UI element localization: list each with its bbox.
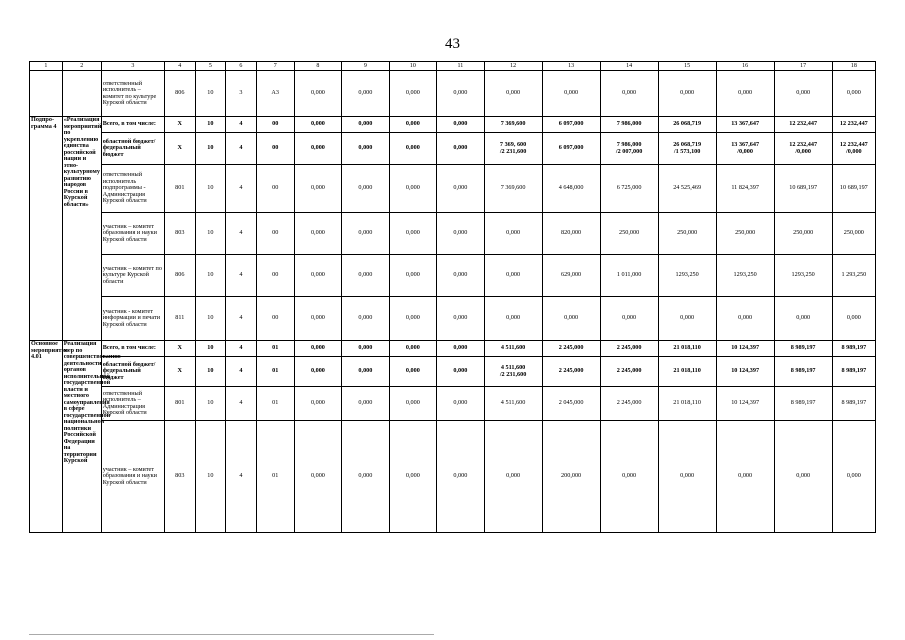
value-cell: 0,000 bbox=[716, 297, 774, 341]
value-cell: 0,000 bbox=[294, 255, 341, 297]
program-cell-empty bbox=[30, 71, 63, 117]
value-cell: 1293,250 bbox=[658, 255, 716, 297]
value-cell: 4 bbox=[226, 117, 257, 133]
value-cell: 4 511,600 bbox=[484, 341, 542, 357]
header-cell: 14 bbox=[600, 62, 658, 71]
value-cell: 12 232,447 bbox=[832, 117, 875, 133]
table-row bbox=[30, 71, 876, 117]
value-cell: 8 989,197 bbox=[774, 357, 832, 387]
value-cell: Х bbox=[164, 341, 195, 357]
executor-cell: областной бюджет/ федеральный бюджет bbox=[101, 357, 164, 387]
value-cell: 4 511,600 /2 231,600 bbox=[484, 357, 542, 387]
value-cell: 811 bbox=[164, 297, 195, 341]
value-cell: 200,000 bbox=[542, 421, 600, 533]
value-cell: 0,000 bbox=[484, 255, 542, 297]
header-cell: 6 bbox=[226, 62, 257, 71]
value-cell: 0,000 bbox=[542, 71, 600, 117]
value-cell: 0,000 bbox=[600, 71, 658, 117]
value-cell: 0,000 bbox=[389, 387, 436, 421]
value-cell: 10 bbox=[195, 213, 226, 255]
value-cell: 0,000 bbox=[294, 357, 341, 387]
value-cell: 10 bbox=[195, 297, 226, 341]
table-row bbox=[30, 255, 876, 297]
value-cell: 0,000 bbox=[774, 297, 832, 341]
value-cell: 0,000 bbox=[600, 297, 658, 341]
header-cell: 11 bbox=[437, 62, 484, 71]
program-cell: Основное мероприятие 4.01 bbox=[30, 341, 63, 533]
value-cell: 00 bbox=[256, 165, 294, 213]
value-cell: 0,000 bbox=[832, 71, 875, 117]
value-cell: 0,000 bbox=[342, 71, 389, 117]
value-cell: 8 989,197 bbox=[832, 357, 875, 387]
value-cell: 10 bbox=[195, 341, 226, 357]
value-cell: 0,000 bbox=[389, 341, 436, 357]
value-cell: 0,000 bbox=[658, 297, 716, 341]
executor-cell: Всего, в том числе: bbox=[101, 341, 164, 357]
value-cell: 4 bbox=[226, 255, 257, 297]
executor-cell: участник – комитет по культуре Курской области bbox=[101, 255, 164, 297]
value-cell: 6 097,000 bbox=[542, 117, 600, 133]
value-cell: 806 bbox=[164, 255, 195, 297]
table-row bbox=[30, 387, 876, 421]
value-cell: 21 018,110 bbox=[658, 387, 716, 421]
value-cell: 0,000 bbox=[437, 255, 484, 297]
value-cell: 2 245,000 bbox=[542, 357, 600, 387]
value-cell: 0,000 bbox=[389, 133, 436, 165]
header-cell: 7 bbox=[256, 62, 294, 71]
value-cell: 0,000 bbox=[716, 71, 774, 117]
value-cell: 250,000 bbox=[600, 213, 658, 255]
value-cell: 8 989,197 bbox=[832, 387, 875, 421]
value-cell: 12 232,447 /0,000 bbox=[774, 133, 832, 165]
value-cell: 8 989,197 bbox=[774, 341, 832, 357]
value-cell: 4 bbox=[226, 357, 257, 387]
value-cell: 00 bbox=[256, 255, 294, 297]
value-cell: 0,000 bbox=[484, 297, 542, 341]
value-cell: 0,000 bbox=[294, 341, 341, 357]
value-cell: 00 bbox=[256, 133, 294, 165]
value-cell: 01 bbox=[256, 421, 294, 533]
value-cell: 26 068,719 bbox=[658, 117, 716, 133]
value-cell: 0,000 bbox=[774, 71, 832, 117]
value-cell: 0,000 bbox=[832, 297, 875, 341]
measure-name-cell: Реализация мер по совершенствованию деятельности органов исполнительной государственной власти и местного самоуправления в сфере государственной национальной политики Российской Федерации на территории Курской bbox=[62, 341, 101, 533]
value-cell: 2 045,000 bbox=[542, 387, 600, 421]
value-cell: 0,000 bbox=[600, 421, 658, 533]
value-cell: 0,000 bbox=[389, 71, 436, 117]
value-cell: 21 018,110 bbox=[658, 357, 716, 387]
table-row bbox=[30, 165, 876, 213]
value-cell: 10 bbox=[195, 387, 226, 421]
executor-cell: ответственный исполнитель – комитет по культуре Курской области bbox=[101, 71, 164, 117]
value-cell: 0,000 bbox=[484, 71, 542, 117]
value-cell: 0,000 bbox=[437, 341, 484, 357]
value-cell: 0,000 bbox=[342, 357, 389, 387]
header-cell: 8 bbox=[294, 62, 341, 71]
table-row bbox=[30, 117, 876, 133]
value-cell: 0,000 bbox=[342, 165, 389, 213]
value-cell: 0,000 bbox=[294, 117, 341, 133]
value-cell: 26 068,719 /1 573,100 bbox=[658, 133, 716, 165]
executor-cell: ответственный исполнитель – Администрация Курской области bbox=[101, 387, 164, 421]
header-cell: 1 bbox=[30, 62, 63, 71]
value-cell: 0,000 bbox=[484, 213, 542, 255]
header-cell: 2 bbox=[62, 62, 101, 71]
value-cell: 24 525,469 bbox=[658, 165, 716, 213]
value-cell: 10 bbox=[195, 133, 226, 165]
value-cell: 0,000 bbox=[342, 133, 389, 165]
value-cell: 250,000 bbox=[774, 213, 832, 255]
value-cell: 6 725,000 bbox=[600, 165, 658, 213]
value-cell: 250,000 bbox=[658, 213, 716, 255]
table-row bbox=[30, 341, 876, 357]
executor-cell: участник - комитет информации и печати Курской области bbox=[101, 297, 164, 341]
budget-table bbox=[29, 61, 876, 533]
executor-cell: ответственный исполнитель подпрограммы - Администрация Курской области bbox=[101, 165, 164, 213]
value-cell: 1 011,000 bbox=[600, 255, 658, 297]
header-cell: 9 bbox=[342, 62, 389, 71]
value-cell: 10 bbox=[195, 255, 226, 297]
value-cell: 0,000 bbox=[542, 297, 600, 341]
header-cell: 15 bbox=[658, 62, 716, 71]
value-cell: 0,000 bbox=[294, 213, 341, 255]
value-cell: 0,000 bbox=[437, 165, 484, 213]
value-cell: 0,000 bbox=[658, 71, 716, 117]
value-cell: 01 bbox=[256, 357, 294, 387]
value-cell: 0,000 bbox=[389, 297, 436, 341]
value-cell: 0,000 bbox=[437, 213, 484, 255]
table-row bbox=[30, 213, 876, 255]
value-cell: 0,000 bbox=[342, 255, 389, 297]
value-cell: 0,000 bbox=[342, 387, 389, 421]
value-cell: 7 369, 600 /2 231,600 bbox=[484, 133, 542, 165]
value-cell: 806 bbox=[164, 71, 195, 117]
value-cell: 0,000 bbox=[342, 117, 389, 133]
value-cell: 0,000 bbox=[774, 421, 832, 533]
value-cell: 250,000 bbox=[832, 213, 875, 255]
value-cell: 7 369,600 bbox=[484, 165, 542, 213]
value-cell: 0,000 bbox=[484, 421, 542, 533]
value-cell: 8 989,197 bbox=[832, 341, 875, 357]
value-cell: 2 245,000 bbox=[600, 357, 658, 387]
header-cell: 18 bbox=[832, 62, 875, 71]
program-cell: Подпро- грамма 4 bbox=[30, 117, 63, 341]
value-cell: 0,000 bbox=[389, 213, 436, 255]
value-cell: 0,000 bbox=[342, 213, 389, 255]
value-cell: 4 bbox=[226, 213, 257, 255]
value-cell: 0,000 bbox=[294, 71, 341, 117]
value-cell: 0,000 bbox=[437, 357, 484, 387]
executor-cell: областной бюджет/ федеральный бюджет bbox=[101, 133, 164, 165]
value-cell: 629,000 bbox=[542, 255, 600, 297]
header-cell: 13 bbox=[542, 62, 600, 71]
value-cell: 8 989,197 bbox=[774, 387, 832, 421]
value-cell: 10 124,397 bbox=[716, 387, 774, 421]
table-row bbox=[30, 133, 876, 165]
header-cell: 10 bbox=[389, 62, 436, 71]
value-cell: 0,000 bbox=[437, 117, 484, 133]
value-cell: 4 bbox=[226, 297, 257, 341]
value-cell: 0,000 bbox=[342, 297, 389, 341]
value-cell: Х bbox=[164, 117, 195, 133]
value-cell: 6 097,000 bbox=[542, 133, 600, 165]
value-cell: 10 124,397 bbox=[716, 357, 774, 387]
value-cell: А3 bbox=[256, 71, 294, 117]
executor-cell: участник – комитет образования и науки Курской области bbox=[101, 213, 164, 255]
value-cell: 0,000 bbox=[389, 421, 436, 533]
value-cell: 0,000 bbox=[294, 297, 341, 341]
value-cell: Х bbox=[164, 133, 195, 165]
value-cell: 0,000 bbox=[389, 255, 436, 297]
value-cell: 820,000 bbox=[542, 213, 600, 255]
value-cell: 13 367,647 /0,000 bbox=[716, 133, 774, 165]
value-cell: 0,000 bbox=[437, 297, 484, 341]
value-cell: 0,000 bbox=[658, 421, 716, 533]
value-cell: 2 245,000 bbox=[600, 341, 658, 357]
measure-name-cell: «Реализация мероприятий по укреплению единства российской нации и этно-культурному развитию народов России в Курской области» bbox=[62, 117, 101, 341]
value-cell: 7 369,600 bbox=[484, 117, 542, 133]
value-cell: 0,000 bbox=[342, 341, 389, 357]
value-cell: 4 bbox=[226, 421, 257, 533]
value-cell: 10 bbox=[195, 357, 226, 387]
value-cell: 4 511,600 bbox=[484, 387, 542, 421]
value-cell: 1293,250 bbox=[774, 255, 832, 297]
value-cell: Х bbox=[164, 357, 195, 387]
value-cell: 0,000 bbox=[437, 421, 484, 533]
executor-cell: участник – комитет образования и науки Курской области bbox=[101, 421, 164, 533]
value-cell: 4 bbox=[226, 165, 257, 213]
header-row bbox=[30, 62, 876, 71]
table-row bbox=[30, 297, 876, 341]
value-cell: 3 bbox=[226, 71, 257, 117]
value-cell: 803 bbox=[164, 421, 195, 533]
value-cell: 0,000 bbox=[294, 165, 341, 213]
value-cell: 00 bbox=[256, 297, 294, 341]
value-cell: 10 bbox=[195, 165, 226, 213]
value-cell: 0,000 bbox=[437, 387, 484, 421]
value-cell: 21 018,110 bbox=[658, 341, 716, 357]
value-cell: 801 bbox=[164, 387, 195, 421]
header-cell: 16 bbox=[716, 62, 774, 71]
value-cell: 0,000 bbox=[294, 421, 341, 533]
value-cell: 0,000 bbox=[294, 387, 341, 421]
value-cell: 0,000 bbox=[437, 133, 484, 165]
value-cell: 2 245,000 bbox=[600, 387, 658, 421]
value-cell: 01 bbox=[256, 387, 294, 421]
value-cell: 0,000 bbox=[389, 117, 436, 133]
value-cell: 7 986,000 /2 007,000 bbox=[600, 133, 658, 165]
value-cell: 4 bbox=[226, 387, 257, 421]
value-cell: 0,000 bbox=[389, 165, 436, 213]
value-cell: 12 232,447 /0,000 bbox=[832, 133, 875, 165]
value-cell: 10 689,197 bbox=[774, 165, 832, 213]
value-cell: 4 bbox=[226, 341, 257, 357]
value-cell: 1 293,250 bbox=[832, 255, 875, 297]
header-cell: 4 bbox=[164, 62, 195, 71]
value-cell: 00 bbox=[256, 213, 294, 255]
value-cell: 801 bbox=[164, 165, 195, 213]
table-row bbox=[30, 421, 876, 533]
value-cell: 0,000 bbox=[716, 421, 774, 533]
value-cell: 0,000 bbox=[294, 133, 341, 165]
value-cell: 10 bbox=[195, 421, 226, 533]
header-cell: 5 bbox=[195, 62, 226, 71]
value-cell: 0,000 bbox=[342, 421, 389, 533]
value-cell: 10 bbox=[195, 71, 226, 117]
value-cell: 803 bbox=[164, 213, 195, 255]
header-cell: 12 bbox=[484, 62, 542, 71]
page-number: 43 bbox=[445, 36, 460, 52]
value-cell: 250,000 bbox=[716, 213, 774, 255]
value-cell: 00 bbox=[256, 117, 294, 133]
value-cell: 1293,250 bbox=[716, 255, 774, 297]
value-cell: 4 bbox=[226, 133, 257, 165]
value-cell: 11 824,397 bbox=[716, 165, 774, 213]
header-cell: 3 bbox=[101, 62, 164, 71]
name-cell-empty bbox=[62, 71, 101, 117]
value-cell: 01 bbox=[256, 341, 294, 357]
value-cell: 10 124,397 bbox=[716, 341, 774, 357]
value-cell: 0,000 bbox=[437, 71, 484, 117]
table-row bbox=[30, 357, 876, 387]
value-cell: 4 648,000 bbox=[542, 165, 600, 213]
value-cell: 0,000 bbox=[389, 357, 436, 387]
value-cell: 10 689,197 bbox=[832, 165, 875, 213]
value-cell: 7 986,000 bbox=[600, 117, 658, 133]
value-cell: 13 367,647 bbox=[716, 117, 774, 133]
executor-cell: Всего, в том числе: bbox=[101, 117, 164, 133]
value-cell: 0,000 bbox=[832, 421, 875, 533]
value-cell: 12 232,447 bbox=[774, 117, 832, 133]
value-cell: 10 bbox=[195, 117, 226, 133]
bottom-rule bbox=[29, 634, 434, 635]
value-cell: 2 245,000 bbox=[542, 341, 600, 357]
header-cell: 17 bbox=[774, 62, 832, 71]
